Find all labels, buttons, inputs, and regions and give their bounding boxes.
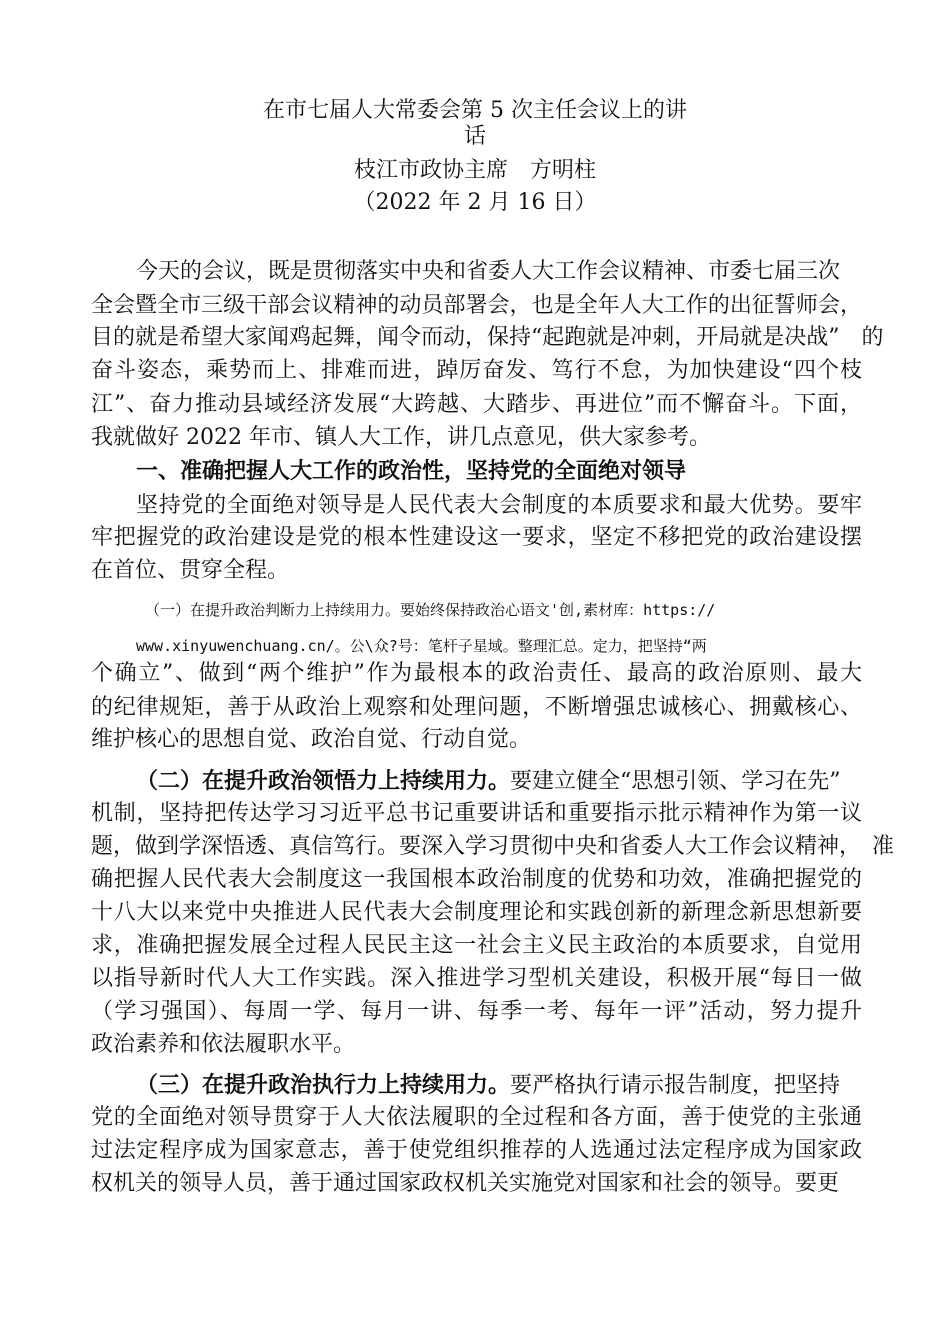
sub1-line-2: 的纪律规矩，善于从政治上观察和处理问题，不断增强忠诚核心、拥戴核心、 bbox=[91, 695, 862, 720]
sub2-line-8: 政治素养和依法履职水平。 bbox=[91, 1032, 356, 1057]
sub2-line-6: 以指导新时代人大工作实践。深入推进学习型机关建设，积极开展“每日一做 bbox=[91, 966, 862, 991]
sub1-small-line-1: （一）在提升政治判断力上持续用力。要始终保持政治心语文'创,素材库：https:// bbox=[145, 601, 716, 619]
speaker-line: 枝江市政协主席 方明柱 bbox=[353, 158, 596, 183]
section-heading-1: 一、准确把握人大工作的政治性，坚持党的全面绝对领导 bbox=[136, 459, 687, 484]
intro-line-1: 今天的会议，既是贯彻落实中央和省委人大工作会议精神、市委七届三次 bbox=[136, 259, 841, 284]
intro-line-3: 目的就是希望大家闻鸡起舞，闻令而动，保持“起跑就是冲刺，开局就是决战” 的 bbox=[91, 325, 884, 350]
sub2-first-line bbox=[136, 768, 862, 796]
sub1-line-1: 个确立”、做到“两个维护”作为最根本的政治责任、最高的政治原则、最大 bbox=[91, 661, 862, 686]
sub3-line-2: 过法定程序成为国家意志，善于使党组织推荐的人选通过法定程序成为国家政 bbox=[91, 1138, 862, 1163]
sub3-line-3: 权机关的领导人员，善于通过国家政权机关实施党对国家和社会的领导。要更 bbox=[91, 1171, 840, 1196]
intro-line-2: 全会暨全市三级干部会议精神的动员部署会，也是全年人大工作的出征誓师会， bbox=[91, 293, 862, 318]
sub2-line-7: （学习强国）、每周一学、每月一讲、每季一考、每年一评”活动，努力提升 bbox=[91, 999, 862, 1024]
section1-line-3: 在首位、贯穿全程。 bbox=[91, 558, 290, 583]
intro-line-4: 奋斗姿态，乘势而上、排难而进，踔厉奋发、笃行不怠，为加快建设“四个枝 bbox=[91, 358, 862, 383]
page-title-continued: 话 bbox=[463, 124, 486, 149]
sub3-heading: （三）在提升政治执行力上持续用力。 bbox=[136, 1073, 511, 1098]
intro-line-6: 我就做好 2022 年市、镇人大工作，讲几点意见，供大家参考。 bbox=[91, 425, 711, 450]
sub1-small-line-2: www.xinyuwenchuang.cn/。公\众?号：笔杆子星域。整理汇总。定力，把坚持“两 bbox=[136, 637, 707, 655]
sub2-first-rest: 要建立健全“思想引领、学习在先” bbox=[510, 769, 841, 794]
intro-line-5: 江”、奋力推动县域经济发展“大跨越、大踏步、再进位”而不懈奋斗。下面， bbox=[91, 392, 862, 417]
date-line: （2022 年 2 月 16 日） bbox=[353, 190, 597, 215]
sub2-line-2: 题，做到学深悟透、真信笃行。要深入学习贯彻中央和省委人大工作会议精神， 准 bbox=[91, 834, 895, 859]
sub2-heading: （二）在提升政治领悟力上持续用力。 bbox=[136, 769, 511, 794]
section1-line-1: 坚持党的全面绝对领导是人民代表大会制度的本质要求和最大优势。要牢 bbox=[136, 493, 862, 518]
sub3-first-rest: 要严格执行请示报告制度，把坚持 bbox=[510, 1073, 841, 1098]
sub3-first-line bbox=[136, 1072, 840, 1100]
page-title: 在市七届人大常委会第 5 次主任会议上的讲 bbox=[263, 98, 687, 123]
sub2-line-4: 十八大以来党中央推进人民代表大会制度理论和实践创新的新理念新思想新要 bbox=[91, 900, 862, 925]
sub2-line-5: 求，准确把握发展全过程人民民主这一社会主义民主政治的本质要求，自觉用 bbox=[91, 933, 862, 958]
sub1-line-3: 维护核心的思想自觉、政治自觉、行动自觉。 bbox=[91, 727, 532, 752]
sub3-line-1: 党的全面绝对领导贯穿于人大依法履职的全过程和各方面，善于使党的主张通 bbox=[91, 1105, 862, 1130]
sub2-line-1: 机制，坚持把传达学习习近平总书记重要讲话和重要指示批示精神作为第一议 bbox=[91, 801, 862, 826]
sub2-line-3: 确把握人民代表大会制度这一我国根本政治制度的优势和功效，准确把握党的 bbox=[91, 867, 862, 892]
section1-line-2: 牢把握党的政治建设是党的根本性建设这一要求，坚定不移把党的政治建设摆 bbox=[91, 525, 862, 550]
